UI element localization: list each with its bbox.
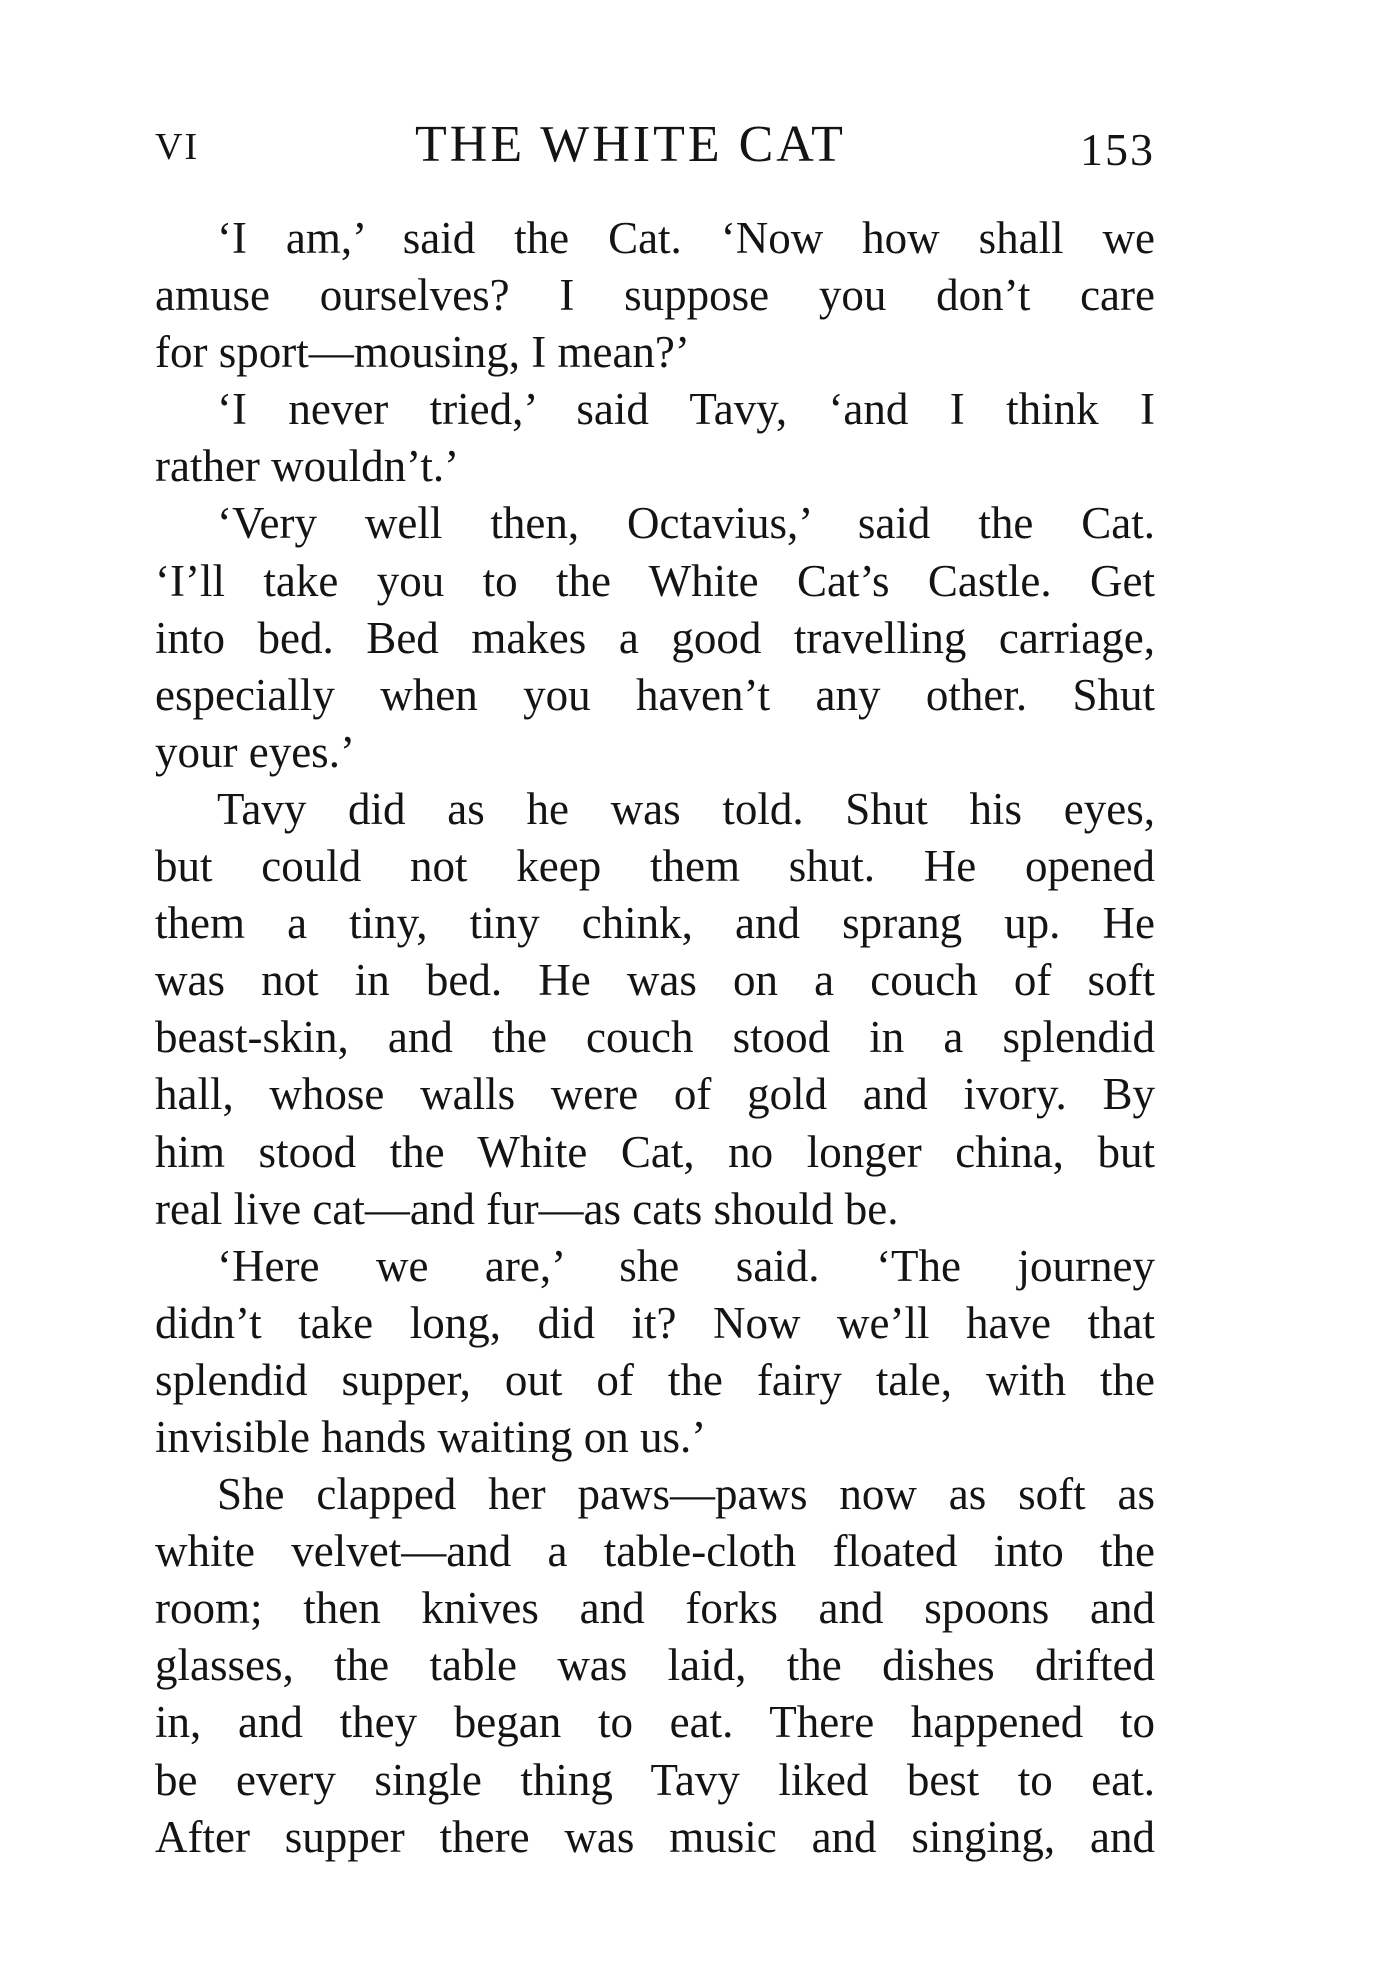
body-text — [155, 210, 1155, 1866]
text-line: him stood the White Cat, no longer china, but — [155, 1126, 1155, 1177]
text-line: be every single thing Tavy liked best to eat. — [155, 1754, 1155, 1805]
text-line: splendid supper, out of the fairy tale, with the — [155, 1354, 1155, 1405]
text-line: especially when you haven’t any other. Shut — [155, 669, 1155, 720]
text-line: ‘I’ll take you to the White Cat’s Castle. Get — [155, 555, 1155, 606]
text-line: amuse ourselves? I suppose you don’t care — [155, 270, 1155, 321]
text-line: in, and they began to eat. There happened to — [155, 1697, 1155, 1748]
running-header — [155, 115, 1155, 185]
page-number: 153 — [1080, 124, 1155, 175]
text-line: didn’t take long, did it? Now we’ll have that — [155, 1297, 1155, 1348]
text-line: hall, whose walls were of gold and ivory. By — [155, 1069, 1155, 1120]
text-line: ‘I am,’ said the Cat. ‘Now how shall we — [217, 213, 1155, 263]
chapter-number: VI — [155, 126, 200, 168]
text-line: them a tiny, tiny chink, and sprang up. He — [155, 898, 1155, 949]
text-line: your eyes.’ — [155, 726, 355, 777]
text-line: into bed. Bed makes a good travelling carriage, — [155, 612, 1155, 663]
text-line: white velvet—and a table-cloth floated into the — [155, 1526, 1155, 1577]
text-line: After supper there was music and singing, and — [155, 1811, 1155, 1862]
text-line: Tavy did as he was told. Shut his eyes, — [217, 783, 1155, 834]
text-line: beast-skin, and the couch stood in a splendid — [155, 1012, 1155, 1063]
text-line: but could not keep them shut. He opened — [155, 841, 1155, 892]
text-line: rather wouldn’t.’ — [155, 441, 460, 492]
running-title: THE WHITE CAT — [415, 116, 846, 173]
text-line: invisible hands waiting on us.’ — [155, 1411, 707, 1462]
text-line: glasses, the table was laid, the dishes drifted — [155, 1640, 1155, 1691]
text-line: room; then knives and forks and spoons and — [155, 1583, 1155, 1634]
text-line: ‘Here we are,’ she said. ‘The journey — [217, 1240, 1155, 1291]
text-line: ‘Very well then, Octavius,’ said the Cat. — [217, 498, 1155, 549]
text-line: real live cat—and fur—as cats should be. — [155, 1183, 899, 1234]
text-line: She clapped her paws—paws now as soft as — [217, 1469, 1155, 1520]
text-line: ‘I never tried,’ said Tavy, ‘and I think I — [217, 384, 1155, 435]
text-line: for sport—mousing, I mean?’ — [155, 327, 690, 378]
text-line: was not in bed. He was on a couch of soft — [155, 955, 1155, 1006]
